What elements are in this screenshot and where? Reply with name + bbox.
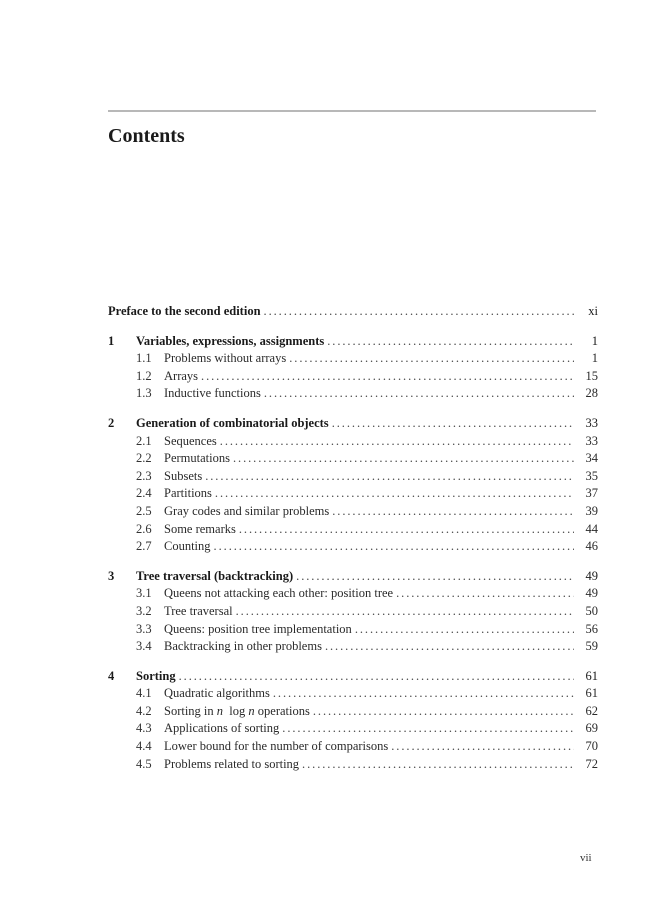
entry-page: 1 [591,351,598,366]
entry-page: 39 [585,503,598,518]
section-title: Subsets [164,468,203,483]
toc-entry-section[interactable] [108,585,598,603]
toc-entry-section[interactable] [108,685,598,703]
section-title: Gray codes and similar problems [164,503,330,518]
section-number: 2.4 [136,486,152,501]
chapter-number: 4 [108,668,115,683]
section-number: 1.2 [136,368,152,383]
dot-leader [282,720,574,738]
chapter-group [108,568,598,656]
section-title: Backtracking in other problems [164,639,322,654]
dot-leader [296,568,574,586]
section-title: Queens not attacking each other: position tree [164,586,394,601]
chapter-title: Variables, expressions, assignments [136,333,325,348]
dot-leader [302,756,574,774]
section-title: Inductive functions [164,386,261,401]
section-number: 2.5 [136,503,152,518]
section-number: 3.3 [136,621,152,636]
header-rule [108,110,596,112]
section-number: 2.2 [136,451,152,466]
section-number: 3.4 [136,639,152,654]
entry-page: 61 [585,668,598,683]
section-number: 4.4 [136,739,152,754]
dot-leader [332,415,574,433]
toc-entry-section[interactable] [108,468,598,486]
section-title: Problems without arrays [164,351,287,366]
entry-page: 33 [585,415,598,430]
entry-page: 1 [591,333,598,348]
section-number: 2.6 [136,521,152,536]
entry-page: 28 [585,386,598,401]
entry-page: 59 [585,639,598,654]
toc-entry-chapter[interactable] [108,568,598,586]
toc-entry-section[interactable] [108,485,598,503]
entry-page: 50 [585,603,598,618]
section-title: Arrays [164,368,199,383]
dot-leader [396,585,574,603]
toc-entry-section[interactable] [108,603,598,621]
toc-entry-section[interactable] [108,756,598,774]
dot-leader [179,668,574,686]
chapter-number: 2 [108,415,115,430]
section-number: 2.3 [136,468,152,483]
toc-entry-section[interactable] [108,738,598,756]
toc-entry-section[interactable] [108,621,598,639]
entry-page: 33 [585,433,598,448]
section-number: 4.1 [136,686,152,701]
chapter-number: 3 [108,568,115,583]
chapter-title: Sorting [136,668,176,683]
section-title: Sequences [164,433,217,448]
dot-leader [289,350,574,368]
dot-leader [325,638,574,656]
chapter-title: Tree traversal (backtracking) [136,568,294,583]
section-title: Quadratic algorithms [164,686,270,701]
section-title: Lower bound for the number of comparisons [164,739,389,754]
section-number: 4.3 [136,721,152,736]
entry-page: 15 [585,368,598,383]
toc-entry-section[interactable] [108,368,598,386]
dot-leader [355,621,574,639]
chapter-group [108,333,598,403]
toc-entry-section[interactable] [108,503,598,521]
section-title: Tree traversal [164,603,233,618]
chapter-title: Generation of combinatorial objects [136,415,329,430]
toc-entry-section[interactable] [108,703,598,721]
page-title: Contents [108,125,185,147]
toc-entry-section[interactable] [108,450,598,468]
dot-leader [264,303,574,321]
dot-leader [233,450,574,468]
entry-page: 34 [585,451,598,466]
dot-leader [236,603,574,621]
page-number: vii [580,852,592,864]
section-title: Partitions [164,486,212,501]
chapter-group [108,668,598,774]
section-title: Some remarks [164,521,236,536]
section-number: 4.2 [136,703,152,718]
entry-page: 37 [585,486,598,501]
section-number: 3.2 [136,603,152,618]
entry-page: 72 [585,756,598,771]
toc-entry-preface[interactable] [108,303,598,321]
toc-entry-section[interactable] [108,538,598,556]
table-of-contents [108,303,598,785]
chapter-number: 1 [108,333,115,348]
entry-page: 49 [585,586,598,601]
entry-page: 35 [585,468,598,483]
dot-leader [391,738,574,756]
section-number: 2.1 [136,433,152,448]
entry-page: 69 [585,721,598,736]
dot-leader [264,385,574,403]
entry-page: 61 [585,686,598,701]
toc-entry-chapter[interactable] [108,415,598,433]
section-number: 1.1 [136,351,152,366]
entry-title: Preface to the second edition [108,304,261,318]
dot-leader [215,485,574,503]
entry-page: 70 [585,739,598,754]
toc-entry-chapter[interactable] [108,668,598,686]
entry-page: 49 [585,568,598,583]
entry-page: 56 [585,621,598,636]
entry-page: 46 [585,539,598,554]
section-number: 2.7 [136,539,152,554]
section-number: 3.1 [136,586,152,601]
dot-leader [327,333,574,351]
section-number: 1.3 [136,386,152,401]
section-title: Sorting in n log n operations [164,703,310,718]
dot-leader [205,468,574,486]
entry-page: 44 [585,521,598,536]
toc-entry-section[interactable] [108,720,598,738]
toc-entry-section[interactable] [108,638,598,656]
toc-entry-section[interactable] [108,350,598,368]
section-number: 4.5 [136,756,152,771]
dot-leader [239,521,574,539]
toc-entry-section[interactable] [108,385,598,403]
toc-entry-section[interactable] [108,433,598,451]
dot-leader [273,685,574,703]
entry-page: xi [588,304,598,318]
dot-leader [214,538,574,556]
section-title: Queens: position tree implementation [164,621,352,636]
chapter-group [108,415,598,556]
section-title: Applications of sorting [164,721,280,736]
section-title: Counting [164,539,211,554]
entry-page: 62 [585,703,598,718]
section-title: Permutations [164,451,230,466]
toc-entry-section[interactable] [108,521,598,539]
dot-leader [220,433,574,451]
toc-entry-chapter[interactable] [108,333,598,351]
dot-leader [313,703,574,721]
dot-leader [201,368,574,386]
section-title: Problems related to sorting [164,756,300,771]
dot-leader [332,503,574,521]
